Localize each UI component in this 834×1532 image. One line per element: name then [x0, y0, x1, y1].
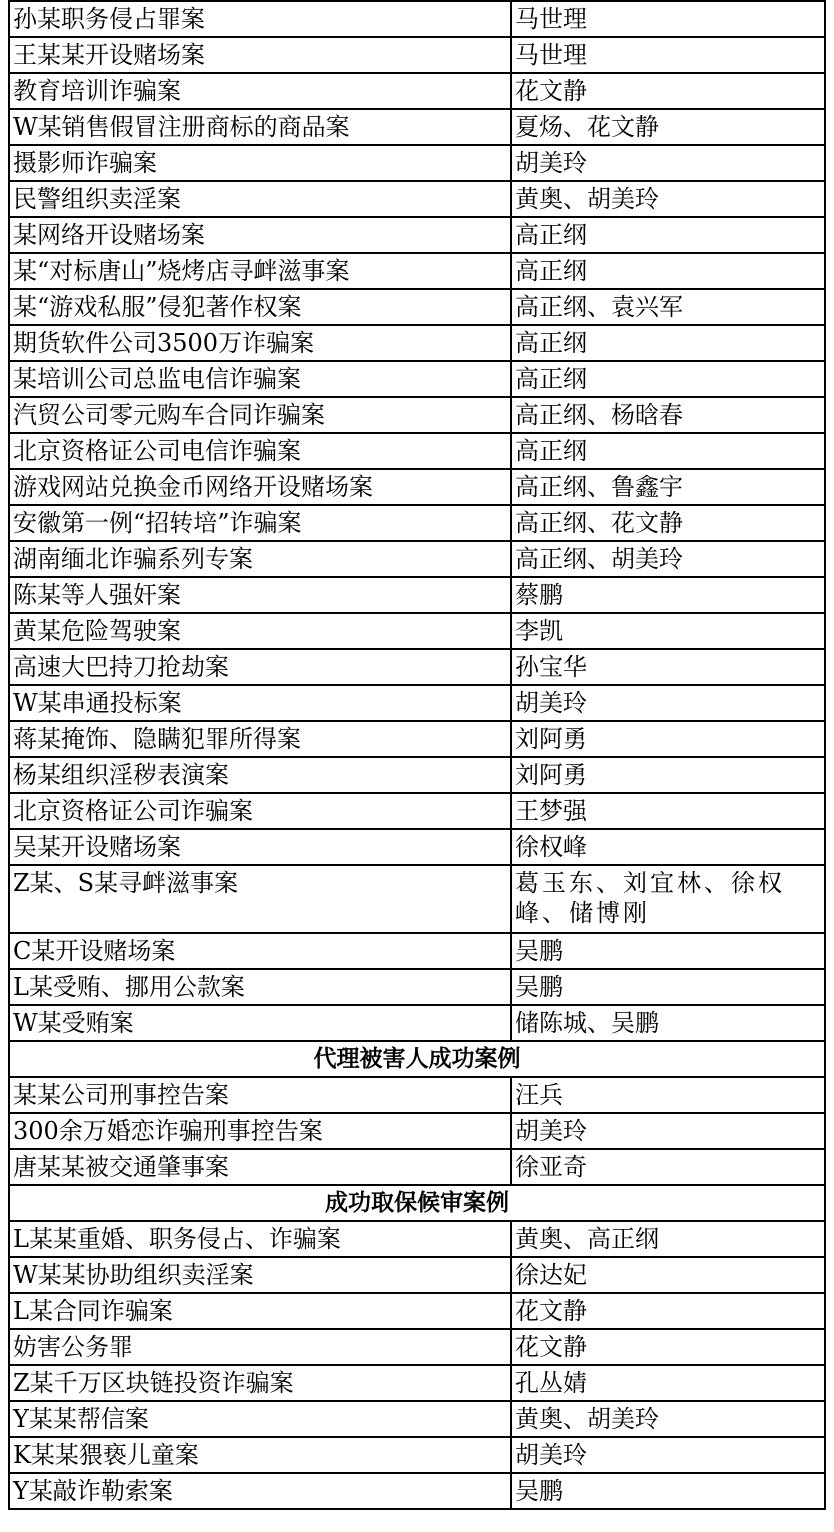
table-row [9, 1401, 825, 1437]
case-name-cell: 北京资格证公司电信诈骗案 [9, 433, 511, 469]
lawyers-cell: 胡美玲 [511, 145, 825, 181]
case-name-cell: W某某协助组织卖淫案 [9, 1257, 511, 1293]
case-list-table [8, 0, 826, 1510]
case-name-cell: 民警组织卖淫案 [9, 181, 511, 217]
table-row [9, 217, 825, 253]
lawyers-cell: 王梦强 [511, 793, 825, 829]
table-row [9, 1257, 825, 1293]
lawyers-cell: 高正纲 [511, 253, 825, 289]
table-row [9, 1329, 825, 1365]
table-row [9, 505, 825, 541]
case-name-cell: Z某千万区块链投资诈骗案 [9, 1365, 511, 1401]
table-row [9, 933, 825, 969]
table-row [9, 829, 825, 865]
lawyers-cell: 高正纲 [511, 325, 825, 361]
case-name-cell: W某串通投标案 [9, 685, 511, 721]
table-row [9, 865, 825, 933]
case-name-cell: 某“对标唐山”烧烤店寻衅滋事案 [9, 253, 511, 289]
case-name-cell: 安徽第一例“招转培”诈骗案 [9, 505, 511, 541]
section-heading: 代理被害人成功案例 [9, 1041, 825, 1077]
lawyers-cell: 葛玉东、刘宜林、徐权峰、储博刚 [511, 865, 825, 933]
lawyers-cell: 徐权峰 [511, 829, 825, 865]
lawyers-cell: 高正纲 [511, 361, 825, 397]
case-name-cell: 300余万婚恋诈骗刑事控告案 [9, 1113, 511, 1149]
case-name-cell: 某网络开设赌场案 [9, 217, 511, 253]
case-name-cell: 汽贸公司零元购车合同诈骗案 [9, 397, 511, 433]
lawyers-cell: 马世理 [511, 37, 825, 73]
table-row [9, 1, 825, 37]
lawyers-cell: 胡美玲 [511, 1113, 825, 1149]
table-row [9, 721, 825, 757]
case-name-cell: L某某重婚、职务侵占、诈骗案 [9, 1221, 511, 1257]
table-row [9, 613, 825, 649]
case-name-cell: 北京资格证公司诈骗案 [9, 793, 511, 829]
case-name-cell: 摄影师诈骗案 [9, 145, 511, 181]
case-name-cell: 王某某开设赌场案 [9, 37, 511, 73]
table-row [9, 469, 825, 505]
lawyers-cell: 高正纲、胡美玲 [511, 541, 825, 577]
case-name-cell: 杨某组织淫秽表演案 [9, 757, 511, 793]
lawyers-cell: 刘阿勇 [511, 721, 825, 757]
table-row [9, 73, 825, 109]
case-list-body [9, 1, 825, 1509]
case-name-cell: Y某敲诈勒索案 [9, 1473, 511, 1509]
table-row [9, 1149, 825, 1185]
table-row [9, 289, 825, 325]
table-row [9, 37, 825, 73]
section-heading: 成功取保候审案例 [9, 1185, 825, 1221]
lawyers-cell: 吴鹏 [511, 1473, 825, 1509]
lawyers-cell: 花文静 [511, 1293, 825, 1329]
case-name-cell: 孙某职务侵占罪案 [9, 1, 511, 37]
lawyers-cell: 马世理 [511, 1, 825, 37]
case-name-cell: W某受贿案 [9, 1005, 511, 1041]
case-name-cell: 某某公司刑事控告案 [9, 1077, 511, 1113]
lawyers-cell: 刘阿勇 [511, 757, 825, 793]
lawyers-cell: 胡美玲 [511, 685, 825, 721]
table-row [9, 253, 825, 289]
lawyers-cell: 高正纲、花文静 [511, 505, 825, 541]
case-name-cell: 某培训公司总监电信诈骗案 [9, 361, 511, 397]
section-heading-row [9, 1041, 825, 1077]
table-row [9, 1221, 825, 1257]
table-row [9, 793, 825, 829]
case-name-cell: Z某、S某寻衅滋事案 [9, 865, 511, 933]
lawyers-cell: 黄奥、高正纲 [511, 1221, 825, 1257]
case-name-cell: 吴某开设赌场案 [9, 829, 511, 865]
lawyers-cell: 花文静 [511, 1329, 825, 1365]
case-name-cell: W某销售假冒注册商标的商品案 [9, 109, 511, 145]
table-row [9, 1437, 825, 1473]
table-row [9, 685, 825, 721]
case-name-cell: 妨害公务罪 [9, 1329, 511, 1365]
case-name-cell: L某合同诈骗案 [9, 1293, 511, 1329]
lawyers-cell: 吴鹏 [511, 933, 825, 969]
case-name-cell: 期货软件公司3500万诈骗案 [9, 325, 511, 361]
case-name-cell: 游戏网站兑换金币网络开设赌场案 [9, 469, 511, 505]
table-row [9, 1293, 825, 1329]
table-row [9, 1077, 825, 1113]
case-name-cell: 蒋某掩饰、隐瞒犯罪所得案 [9, 721, 511, 757]
lawyers-cell: 胡美玲 [511, 1437, 825, 1473]
table-row [9, 109, 825, 145]
table-row [9, 1473, 825, 1509]
lawyers-cell: 花文静 [511, 73, 825, 109]
case-name-cell: 黄某危险驾驶案 [9, 613, 511, 649]
table-row [9, 649, 825, 685]
lawyers-cell: 吴鹏 [511, 969, 825, 1005]
lawyers-cell: 黄奥、胡美玲 [511, 181, 825, 217]
table-row [9, 969, 825, 1005]
case-name-cell: 湖南缅北诈骗系列专案 [9, 541, 511, 577]
table-row [9, 1005, 825, 1041]
case-name-cell: 教育培训诈骗案 [9, 73, 511, 109]
case-name-cell: C某开设赌场案 [9, 933, 511, 969]
table-row [9, 1365, 825, 1401]
lawyers-cell: 蔡鹏 [511, 577, 825, 613]
case-name-cell: 陈某等人强奸案 [9, 577, 511, 613]
table-row [9, 361, 825, 397]
table-row [9, 325, 825, 361]
lawyers-cell: 夏炀、花文静 [511, 109, 825, 145]
case-name-cell: 高速大巴持刀抢劫案 [9, 649, 511, 685]
lawyers-cell: 高正纲 [511, 217, 825, 253]
table-row [9, 181, 825, 217]
lawyers-cell: 徐亚奇 [511, 1149, 825, 1185]
table-row [9, 397, 825, 433]
table-row [9, 577, 825, 613]
lawyers-cell: 徐达妃 [511, 1257, 825, 1293]
lawyers-cell: 汪兵 [511, 1077, 825, 1113]
case-name-cell: L某受贿、挪用公款案 [9, 969, 511, 1005]
lawyers-cell: 高正纲 [511, 433, 825, 469]
case-name-cell: 某“游戏私服”侵犯著作权案 [9, 289, 511, 325]
table-row [9, 1113, 825, 1149]
lawyers-cell: 孙宝华 [511, 649, 825, 685]
lawyers-cell: 储陈城、吴鹏 [511, 1005, 825, 1041]
case-name-cell: Y某某帮信案 [9, 1401, 511, 1437]
lawyers-cell: 孔丛婧 [511, 1365, 825, 1401]
table-row [9, 433, 825, 469]
lawyers-cell: 高正纲、杨晗春 [511, 397, 825, 433]
lawyers-cell: 黄奥、胡美玲 [511, 1401, 825, 1437]
case-name-cell: K某某猥亵儿童案 [9, 1437, 511, 1473]
section-heading-row [9, 1185, 825, 1221]
table-row [9, 757, 825, 793]
table-row [9, 541, 825, 577]
case-name-cell: 唐某某被交通肇事案 [9, 1149, 511, 1185]
lawyers-cell: 高正纲、袁兴军 [511, 289, 825, 325]
lawyers-cell: 高正纲、鲁鑫宇 [511, 469, 825, 505]
lawyers-cell: 李凯 [511, 613, 825, 649]
table-row [9, 145, 825, 181]
